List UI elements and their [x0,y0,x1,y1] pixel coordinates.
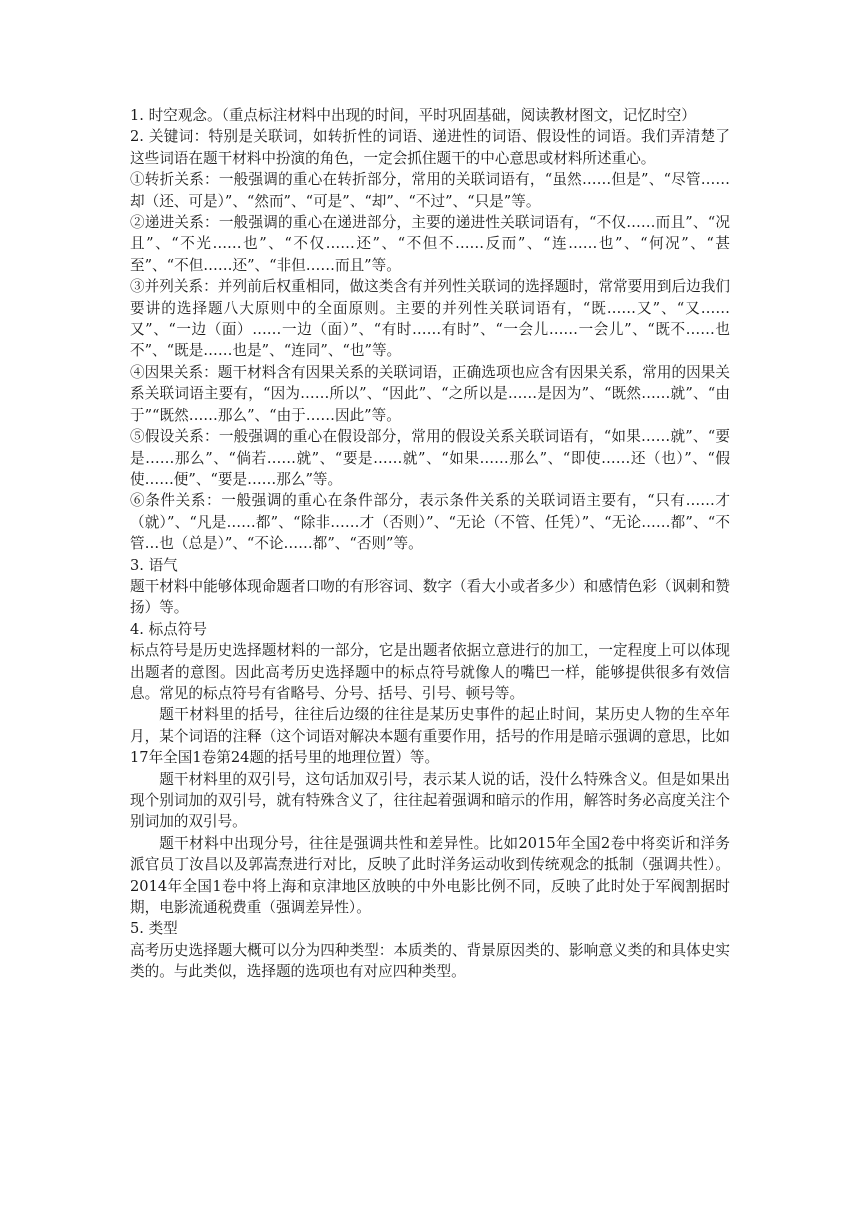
paragraph-adversative: ①转折关系：一般强调的重心在转折部分，常用的关联词语有，“虽然……但是”、“尽管……却（还、可是）”、“然而”、“可是”、“却”、“不过”、“只是”等。 [130,171,730,210]
heading-tone: 3. 语气 [130,556,178,574]
paragraph-progressive: ②递进关系：一般强调的重心在递进部分，主要的递进性关联词语有，“不仅……而且”、“况且”、“不光……也”、“不仅……还”、“不但不……反而”、“连……也”、“何况”、“甚至”、“不但……还”、“非但……而且”等。 [130,214,730,274]
paragraph-hypothetical: ⑤假设关系：一般强调的重心在假设部分，常用的假设关系关联词语有，“如果……就”、“要是……那么”、“倘若……就”、“要是……就”、“如果……那么”、“即使……还（也）”、“假使……便”、“要是……那么”等。 [130,428,730,488]
paragraph-time-space: 1. 时空观念。（重点标注材料中出现的时间，平时巩固基础，阅读教材图文，记忆时空） [130,107,696,124]
paragraph-conditional: ⑥条件关系：一般强调的重心在条件部分，表示条件关系的关联词语主要有，“只有……才（就）”、“凡是……都”、“除非……才（否则）”、“无论（不管、任凭）”、“无论……都”、“不管…也（总是）”、“不论……都”、“否则”等。 [130,492,730,553]
paragraph-coordinate: ③并列关系：并列前后权重相同，做这类含有并列性关联词的选择题时，常常要用到后边我们要讲的选择题八大原则中的全面原则。主要的并列性关联词语有，“既……又”、“又……又”、“一边（面）……一边（面）”、“有时……有时”、“一会儿……一会儿”、“既不……也不”、“既是……也是”、“连同”、“也”等。 [130,278,730,360]
heading-types: 5. 类型 [130,920,178,938]
paragraph-quotes: 题干材料里的双引号，这句话加双引号，表示某人说的话，没什么特殊含义。但是如果出现个别词加的双引号，就有特殊含义了，往往起着强调和暗示的作用，解答时务必高度关注个别词加的双引号。 [130,770,730,831]
paragraph-causal: ④因果关系：题干材料含有因果关系的关联词语，正确选项也应含有因果关系，常用的因果关系关联词语主要有，“因为……所以”、“因此”、“之所以是……是因为”、“既然……就”、“由于”“既然……那么”、“由于……因此”等。 [130,363,730,424]
document-page [130,105,730,983]
paragraph-brackets: 题干材料里的括号，往往后边缀的往往是某历史事件的起止时间，某历史人物的生卒年月，某个词语的注释（这个词语对解决本题有重要作用，括号的作用是暗示强调的意思，比如17年全国1卷第24题的括号里的地理位置）等。 [130,706,730,767]
paragraph-types: 高考历史选择题大概可以分为四种类型：本质类的、背景原因类的、影响意义类的和具体史实类的。与此类似，选择题的选项也有对应四种类型。 [130,941,730,981]
paragraph-punctuation: 标点符号是历史选择题材料的一部分，它是出题者依据立意进行的加工，一定程度上可以体现出题者的意图。因此高考历史选择题中的标点符号就像人的嘴巴一样，能够提供很多有效信息。常见的标点符号有省略号、分号、括号、引号、顿号等。 [130,642,730,702]
paragraph-tone: 题干材料中能够体现命题者口吻的有形容词、数字（看大小或者多少）和感情色彩（讽刺和赞扬）等。 [130,577,730,617]
paragraph-keywords: 2. 关键词：特别是关联词，如转折性的词语、递进性的词语、假设性的词语。我们弄清楚了这些词语在题干材料中扮演的角色，一定会抓住题干的中心意思或材料所述重心。 [130,128,730,167]
heading-punctuation: 4. 标点符号 [130,620,207,638]
paragraph-semicolons: 题干材料中出现分号，往往是强调共性和差异性。比如2015年全国2卷中将奕䜣和洋务派官员丁汝昌以及郭嵩焘进行对比，反映了此时洋务运动收到传统观念的抵制（强调共性）。2014年全国1卷中将上海和京津地区放映的中外电影比例不同，反映了此时处于军阀割据时期，电影流通税费重（强调差异性）。 [130,834,730,917]
